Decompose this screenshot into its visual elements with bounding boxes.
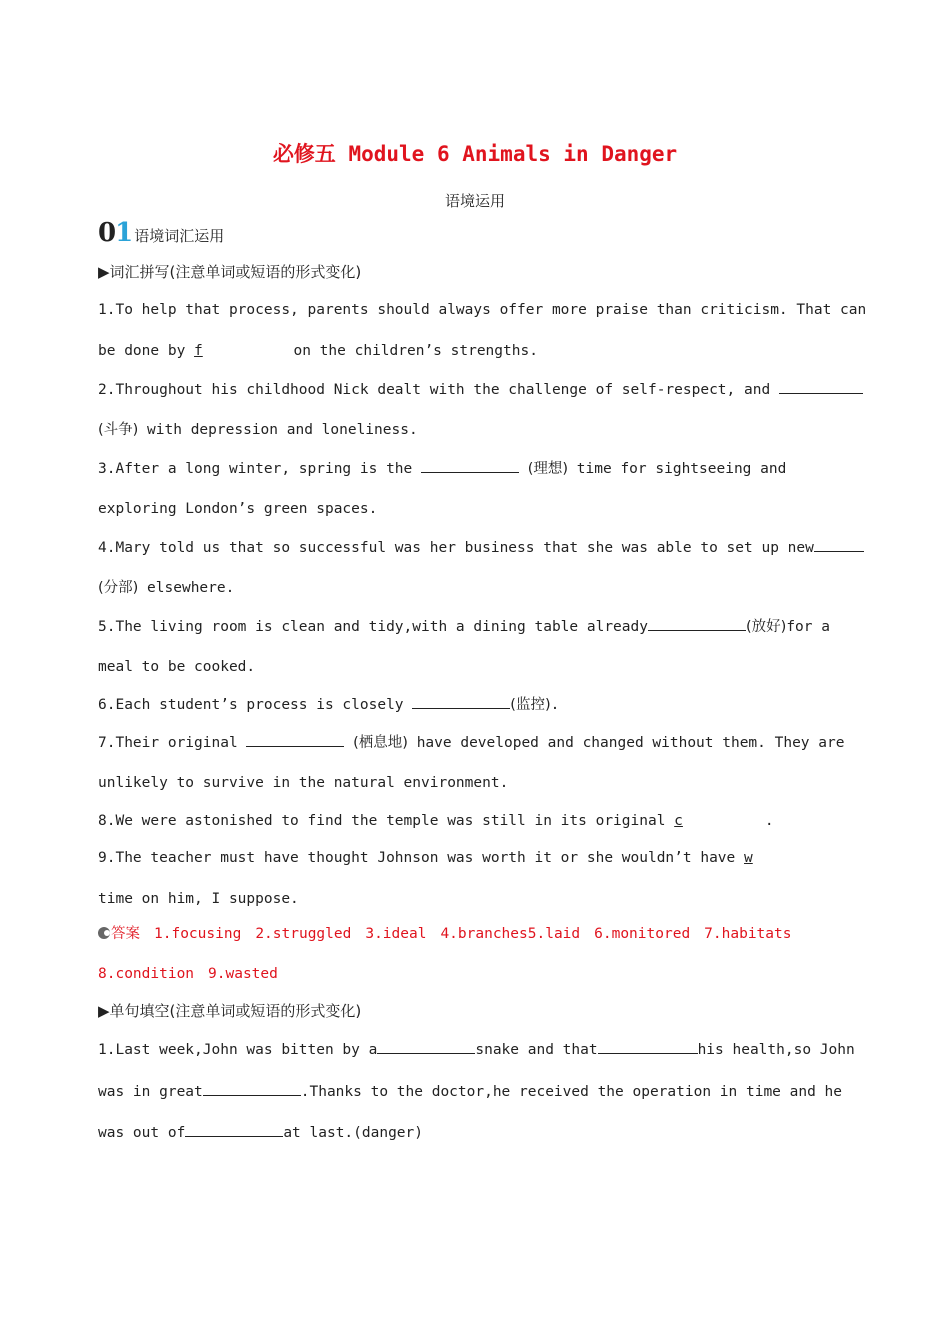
question-3-line-2: exploring London’s green spaces.	[98, 501, 378, 517]
answer-blank: w	[744, 850, 753, 866]
question-4-line-2: (分部) elsewhere.	[98, 580, 235, 596]
answer-blank	[814, 537, 864, 552]
section-heading	[98, 218, 224, 248]
answer-item: 4.branches5.laid	[440, 926, 581, 942]
answer-blank	[421, 458, 519, 473]
part1-instruction: ▶词汇拼写(注意单词或短语的形式变化)	[98, 263, 362, 281]
answer-item: 8.condition	[98, 966, 195, 982]
answer-blank	[377, 1039, 475, 1054]
question-9-line-1: 9.The teacher must have thought Johnson was worth it or she wouldn’t have w	[98, 848, 858, 868]
question-4-line-1: 4.Mary told us that so successful was her business that she was able to set up new	[98, 537, 858, 558]
answer-item: 3.ideal	[365, 926, 427, 942]
question-5-line-1: 5.The living room is clean and tidy,with a dining table already (放好)for a	[98, 616, 858, 637]
question-8-line-1: 8.We were astonished to find the temple was still in its original c .	[98, 813, 774, 829]
answer-blank	[779, 379, 863, 394]
question-5-line-2: meal to be cooked.	[98, 659, 256, 675]
answer-item: 9.wasted	[208, 966, 278, 982]
question-2-line-1: 2.Throughout his childhood Nick dealt with the challenge of self-respect, and	[98, 379, 858, 400]
answer-key-line-2	[98, 964, 858, 984]
answer-item: 2.struggled	[255, 926, 352, 942]
part2-question-1-line-3: was out of at last.(danger)	[98, 1122, 858, 1143]
question-7-line-1: 7.Their original (栖息地) have developed and changed without them. They are	[98, 732, 858, 753]
question-2-line-2: (斗争) with depression and loneliness.	[98, 422, 418, 438]
question-9-line-2: time on him, I suppose.	[98, 891, 299, 907]
answer-blank	[412, 694, 510, 709]
answer-icon	[98, 927, 110, 939]
answer-key	[98, 924, 858, 944]
part2-instruction: ▶单句填空(注意单词或短语的形式变化)	[98, 1002, 362, 1020]
question-6-line-1: 6.Each student’s process is closely (监控).	[98, 694, 858, 715]
answer-blank: c	[674, 813, 683, 829]
section-number: 01	[98, 218, 133, 248]
answer-item: 1.focusing	[154, 926, 242, 942]
answer-label: 答案	[111, 926, 140, 942]
question-7-line-2: unlikely to survive in the natural environment.	[98, 775, 509, 791]
part2-question-1-line-1: 1.Last week,John was bitten by a snake and that his health,so John	[98, 1039, 858, 1060]
question-1-line-1: 1.To help that process, parents should always offer more praise than criticism. That can	[98, 302, 867, 318]
answer-item: 6.monitored	[594, 926, 691, 942]
page-title: 必修五 Module 6 Animals in Danger	[272, 142, 678, 166]
answer-blank	[598, 1039, 698, 1054]
section-label: 语境词汇运用	[134, 227, 225, 245]
answer-blank	[648, 616, 746, 631]
page-subtitle: 语境运用	[444, 192, 505, 210]
question-1-line-2: be done by f on the children’s strengths.	[98, 343, 538, 359]
answer-blank	[203, 1081, 301, 1096]
answer-item: 7.habitats	[704, 926, 792, 942]
answer-blank	[185, 1122, 283, 1137]
answer-blank: f	[194, 343, 203, 359]
question-3-line-1: 3.After a long winter, spring is the (理想) time for sightseeing and	[98, 458, 858, 479]
part2-question-1-line-2: was in great .Thanks to the doctor,he received the operation in time and he	[98, 1081, 858, 1102]
answer-blank	[246, 732, 344, 747]
